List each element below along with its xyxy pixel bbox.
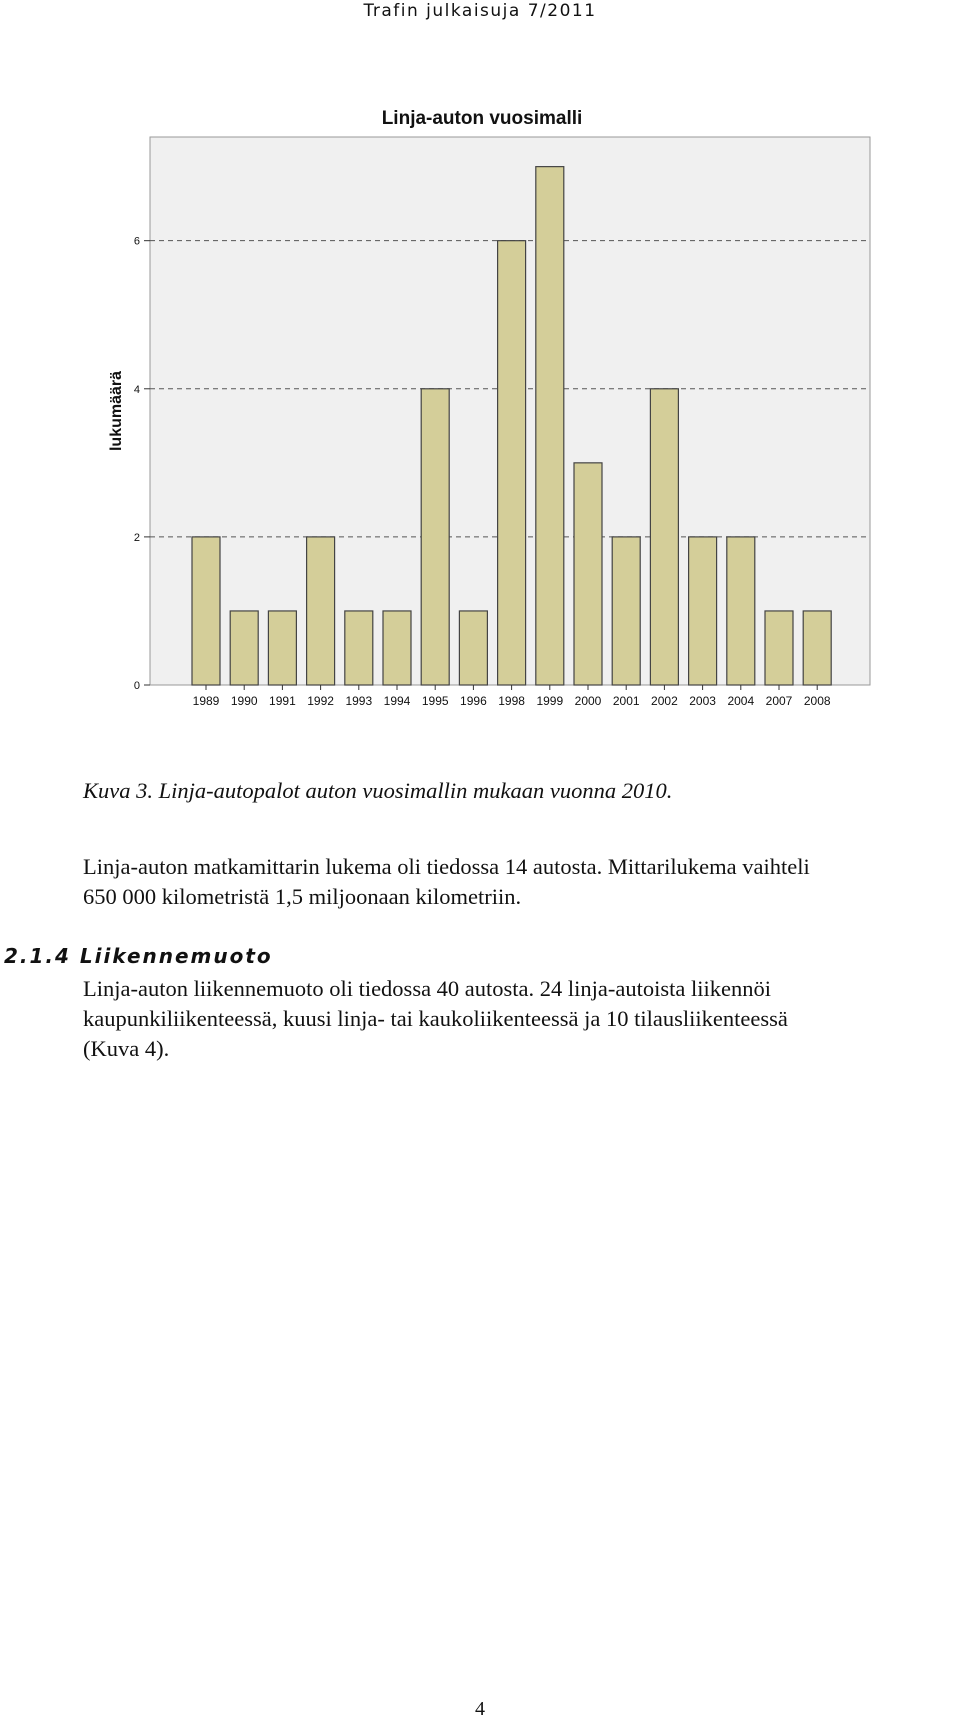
x-tick-label: 2001: [612, 694, 640, 708]
x-tick-label: 1995: [421, 694, 449, 708]
bar: [727, 537, 755, 685]
x-axis: [193, 685, 831, 708]
chart-title: Linja-auton vuosimalli: [381, 108, 583, 129]
bar: [383, 611, 411, 685]
paragraph-line: 650 000 kilometristä 1,5 miljoonaan kilometriin.: [83, 884, 522, 909]
y-axis-label: lukumäärä: [108, 370, 125, 452]
bar: [803, 611, 831, 685]
x-tick-label: 1998: [498, 694, 525, 708]
x-tick-label: 2007: [765, 694, 793, 708]
y-tick-label: 6: [133, 235, 140, 248]
y-tick-label: 0: [133, 680, 140, 692]
bar: [307, 537, 335, 685]
paragraph-odometer: [83, 852, 960, 912]
bar: [765, 611, 793, 685]
section-heading: 2.1.4 Liikennemuoto: [4, 944, 273, 968]
x-tick-label: 1993: [345, 694, 373, 708]
x-tick-label: 1996: [460, 694, 487, 708]
bar: [459, 611, 487, 685]
x-tick-label: 1990: [230, 694, 258, 708]
page-number: 4: [475, 1698, 485, 1720]
x-tick-label: 1989: [192, 694, 220, 708]
figure-caption: Kuva 3. Linja-autopalot auton vuosimallin mukaan vuonna 2010.: [83, 778, 673, 803]
bar: [498, 241, 526, 685]
running-header: Trafin julkaisuja 7/2011: [363, 1, 597, 21]
paragraph-traffic-mode: [83, 974, 960, 1064]
bar: [689, 537, 717, 685]
x-tick-label: 2003: [689, 694, 716, 708]
x-tick-label: 2008: [803, 694, 831, 708]
x-tick-label: 1999: [536, 694, 564, 708]
bar: [650, 389, 678, 685]
bar: [268, 611, 296, 685]
paragraph-line: Linja-auton matkamittarin lukema oli tiedossa 14 autosta. Mittarilukema vaihteli: [83, 854, 810, 879]
x-tick-label: 1994: [383, 694, 411, 708]
paragraph-line: Linja-auton liikennemuoto oli tiedossa 40 autosta. 24 linja-autoista liikennöi: [83, 976, 771, 1001]
bar: [230, 611, 258, 685]
y-tick-label: 4: [133, 383, 140, 396]
bar: [612, 537, 640, 685]
paragraph-line: (Kuva 4).: [83, 1036, 170, 1061]
bar-chart: [0, 0, 960, 730]
x-tick-label: 1992: [307, 694, 334, 708]
y-tick-label: 2: [133, 531, 140, 544]
bar: [536, 167, 564, 685]
bar: [574, 463, 602, 685]
x-tick-label: 1991: [269, 694, 296, 708]
x-tick-label: 2000: [574, 694, 602, 708]
bar: [421, 389, 449, 685]
x-tick-label: 2004: [727, 694, 755, 708]
paragraph-line: kaupunkiliikenteessä, kuusi linja- tai kaukoliikenteessä ja 10 tilausliikenteessä: [83, 1006, 788, 1031]
y-axis: [134, 236, 150, 692]
bar: [192, 537, 220, 685]
x-tick-label: 2002: [651, 694, 678, 708]
bar: [345, 611, 373, 685]
